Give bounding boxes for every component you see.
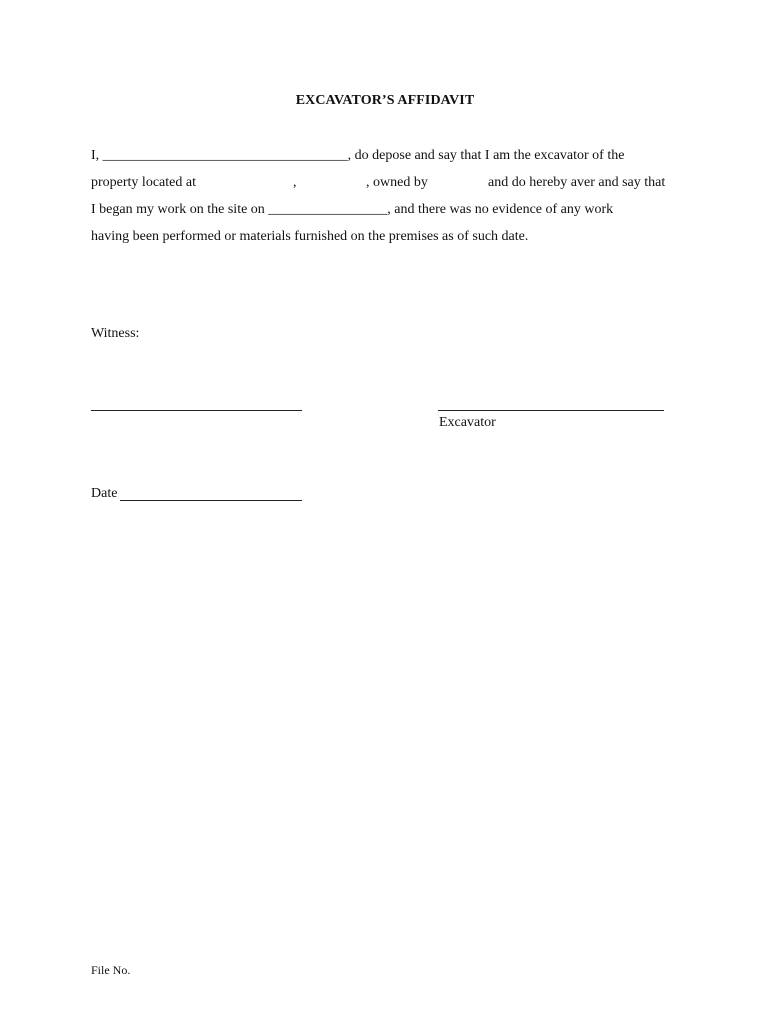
document-title: EXCAVATOR’S AFFIDAVIT: [295, 93, 475, 108]
paragraph-line-4-text: having been performed or materials furnished on the premises as of such date.: [91, 229, 529, 244]
paragraph-line-4: [91, 226, 680, 253]
excavator-label: Excavator: [439, 415, 496, 430]
property-comma: ,: [293, 175, 297, 190]
witness-label: Witness:: [91, 326, 140, 341]
paragraph-line-2: [91, 172, 680, 199]
paragraph-line-1: [91, 145, 680, 172]
paragraph-line-1-text: I, ___________________________________, do depose and say that I am the excavator of the: [91, 148, 625, 163]
owned-by-text: , owned by: [366, 175, 428, 190]
aver-text: and do hereby aver and say that: [488, 175, 666, 190]
date-line[interactable]: [120, 500, 302, 501]
property-located-at-text: property located at: [91, 175, 196, 190]
date-label: Date: [91, 486, 118, 501]
paragraph-line-3: [91, 199, 680, 226]
paragraph-line-3-text: I began my work on the site on _________________, and there was no evidence of any work: [91, 202, 614, 217]
excavator-signature-line[interactable]: [438, 410, 664, 411]
witness-signature-line[interactable]: [91, 410, 302, 411]
file-no-label: File No.: [91, 963, 131, 977]
